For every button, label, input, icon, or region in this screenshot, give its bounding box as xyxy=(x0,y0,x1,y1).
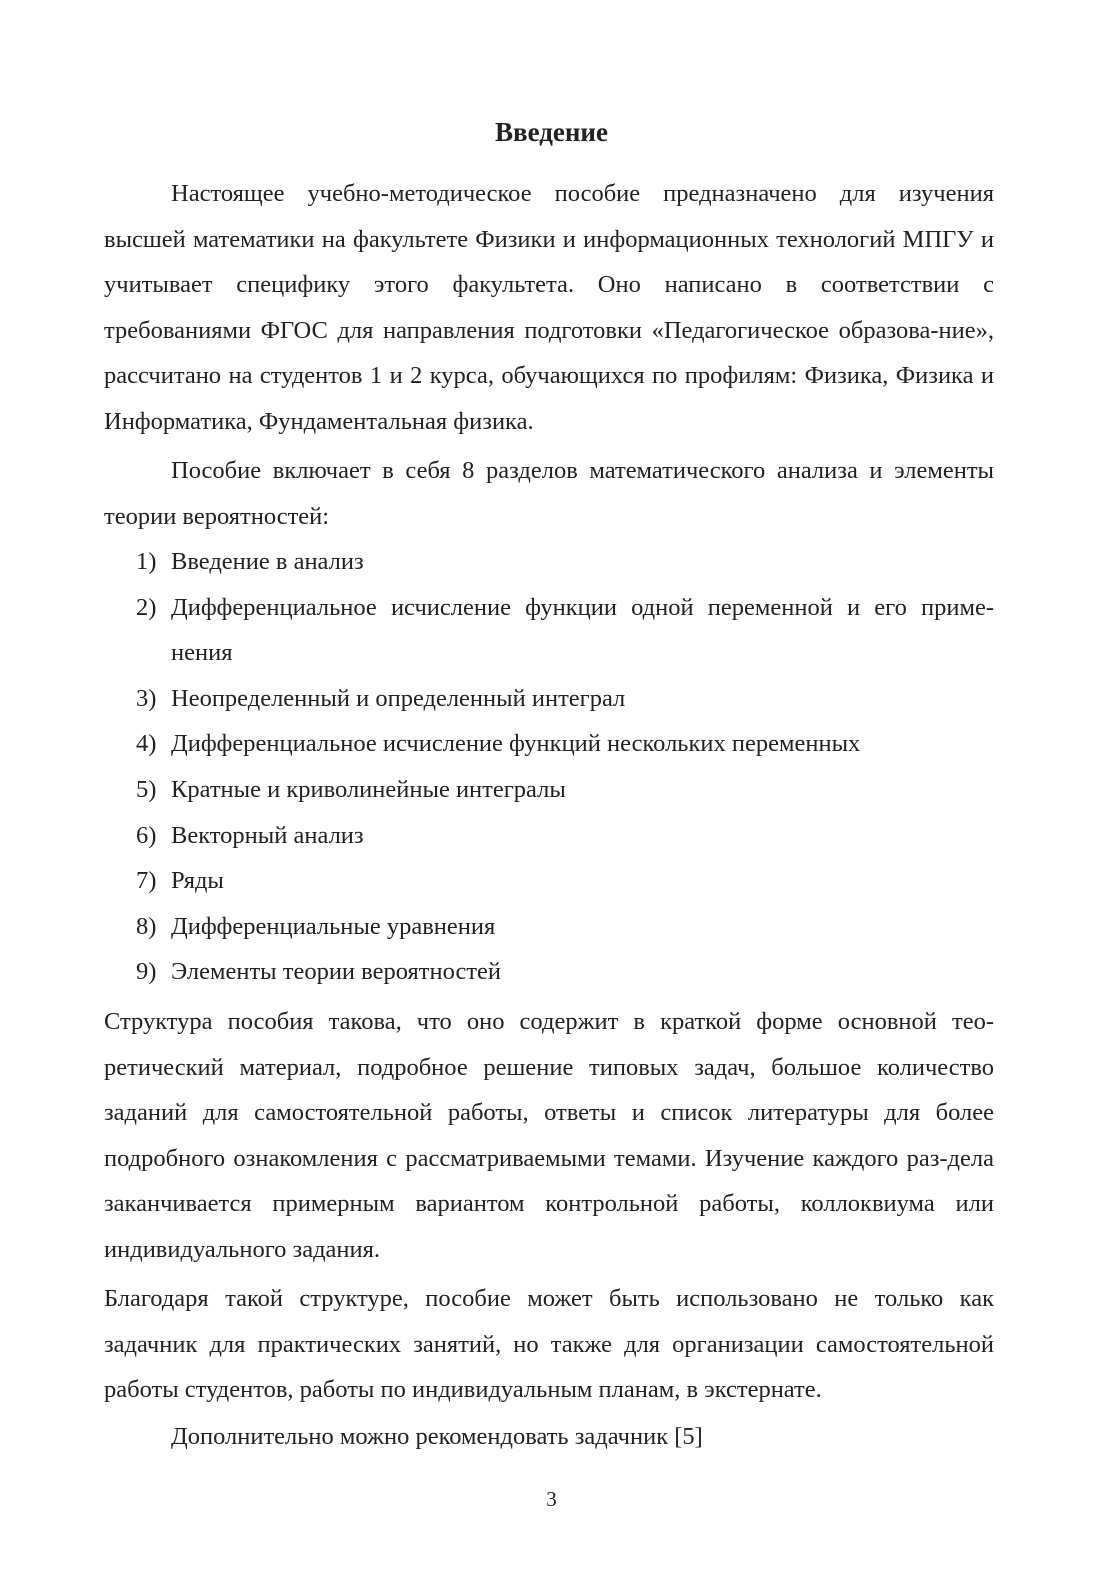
list-item xyxy=(104,949,994,995)
list-item xyxy=(104,904,994,950)
recommend-paragraph: Дополнительно можно рекомендовать задачник [5] xyxy=(171,1423,703,1450)
includes-paragraph: Пособие включает в себя 8 разделов математического анализа и элементы теории вероятностей: xyxy=(104,457,994,530)
structure-paragraph: Структура пособия такова, что оно содержит в краткой форме основной тео-ретический материал, подробное решение типовых задач, большое количество заданий для самостоятельной работы, ответы и список литературы для более подробного ознакомления с рассматриваемыми темами. Изучение каждого раз-дела заканчивается примерным вариантом контрольной работы, коллоквиума или индивидуального задания. xyxy=(104,1008,994,1263)
list-item-title: Векторный анализ xyxy=(171,821,364,849)
list-item xyxy=(104,585,994,676)
list-item-title: Дифференциальное исчисление функции одной переменной и его приме-нения xyxy=(171,593,994,667)
list-item-title: Неопределенный и определенный интеграл xyxy=(171,684,626,712)
sections-list xyxy=(104,539,994,995)
list-item-title: Элементы теории вероятностей xyxy=(171,958,502,986)
list-item-title: Ряды xyxy=(171,867,224,895)
list-item xyxy=(104,767,994,813)
intro-paragraph: Настоящее учебно-методическое пособие предназначено для изучения высшей математики на факультете Физики и информационных технологий МПГУ и учитывает специфику этого факультета. Оно написано в соответствии с требованиями ФГОС для направления подготовки «Педагогическое образова-ние», рассчитано на студентов 1 и 2 курса, обучающихся по профилям: Физика, Физика и Информатика, Фундаментальная физика. xyxy=(104,180,994,435)
list-item xyxy=(104,813,994,859)
list-item-number: 3) xyxy=(136,684,157,712)
list-item-title: Дифференциальное исчисление функций нескольких переменных xyxy=(171,730,861,758)
list-item xyxy=(104,858,994,904)
page-number: 3 xyxy=(546,1487,557,1511)
list-item-number: 9) xyxy=(136,958,157,986)
list-item xyxy=(104,539,994,585)
list-item xyxy=(104,676,994,722)
list-item-number: 1) xyxy=(136,548,157,575)
list-item-number: 4) xyxy=(136,730,157,758)
list-item-number: 7) xyxy=(136,867,157,895)
list-item xyxy=(104,721,994,767)
list-item-title: Введение в анализ xyxy=(171,548,364,575)
list-item-number: 6) xyxy=(136,821,157,849)
list-item-title: Дифференциальные уравнения xyxy=(171,912,496,940)
list-item-title: Кратные и криволинейные интегралы xyxy=(171,775,566,803)
list-item-number: 2) xyxy=(136,593,157,621)
list-item-number: 5) xyxy=(136,775,157,803)
page-title: Введение xyxy=(495,117,608,147)
list-item-number: 8) xyxy=(136,912,157,940)
usage-paragraph: Благодаря такой структуре, пособие может быть использовано не только как задачник для практических занятий, но также для организации самостоятельной работы студентов, работы по индивидуальным планам, в экстернате. xyxy=(104,1285,994,1404)
